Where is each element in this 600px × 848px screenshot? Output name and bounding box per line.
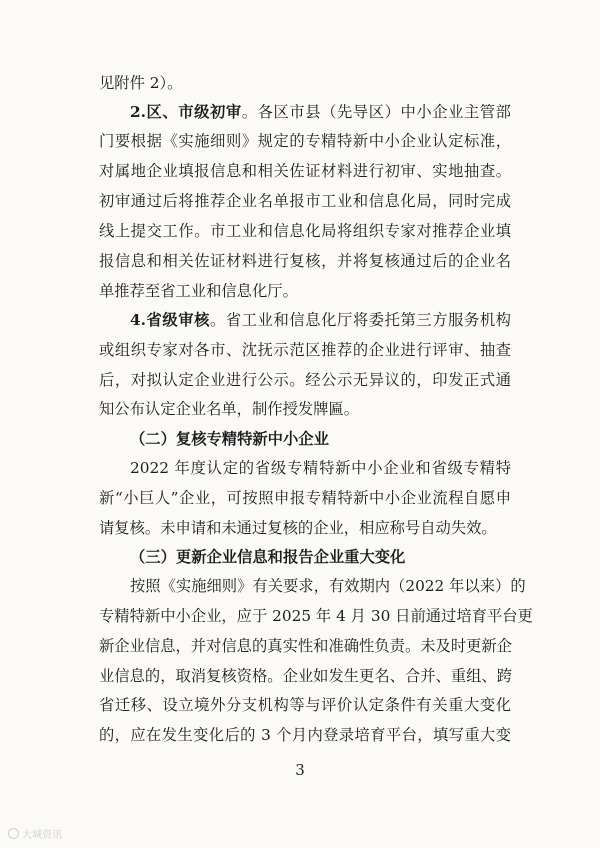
- paragraph-line: 新“小巨人”企业，可按照申报专精特新中小企业流程自愿申: [99, 489, 511, 507]
- paragraph-line: 或组织专家对各市、沈抚示范区推荐的企业进行评审、抽查: [99, 341, 511, 359]
- paragraph-line: 的，应在发生变化后的 3 个月内登录培育平台，填写重大变: [99, 726, 511, 744]
- page-number: 3: [295, 761, 305, 779]
- paragraph-line: 知公布认定企业名单，制作授发牌匾。: [99, 400, 360, 418]
- watermark-logo-icon: [8, 828, 19, 839]
- paragraph-line: 线上提交工作。市工业和信息化局将组织专家对推荐企业填: [99, 222, 511, 240]
- paragraph-line: 单推荐至省工业和信息化厅。: [99, 282, 298, 300]
- watermark: [8, 826, 62, 841]
- paragraph-line: 4.省级审核。省工业和信息化厅将委托第三方服务机构: [130, 311, 511, 329]
- paragraph-line: 业信息的，取消复核资格。企业如发生更名、合并、重组、跨: [99, 667, 513, 685]
- paragraph-line: 对属地企业填报信息和相关佐证材料进行初审、实地抽查。: [99, 162, 511, 180]
- paragraph-line: 新企业信息，并对信息的真实性和准确性负责。未及时更新企: [99, 637, 513, 655]
- paragraph-line: 初审通过后将推荐企业名单报市工业和信息化局，同时完成: [99, 192, 511, 210]
- watermark-text: 大城资讯: [22, 830, 62, 841]
- paragraph-line: 请复核。未申请和未通过复核的企业，相应称号自动失效。: [99, 519, 497, 537]
- paragraph-line: 2.区、市级初审。各区市县（先导区）中小企业主管部: [130, 103, 511, 121]
- paragraph-line: 后，对拟认定企业进行公示。经公示无异议的，印发正式通: [99, 371, 511, 389]
- paragraph-line: 见附件 2）。: [99, 74, 183, 92]
- section-heading: （二）复核专精特新中小企业: [130, 430, 329, 448]
- step-title: 2.区、市级初审: [130, 103, 242, 121]
- paragraph-line: 2022 年度认定的省级专精特新中小企业和省级专精特: [130, 459, 511, 477]
- paragraph-line: 专精特新中小企业，应于 2025 年 4 月 30 日前通过培育平台更: [99, 607, 533, 625]
- paragraph-line: 报信息和相关佐证材料进行复核，并将复核通过后的企业名: [99, 252, 511, 270]
- paragraph-line: 按照《实施细则》有关要求，有效期内（2022 年以来）的: [130, 577, 526, 595]
- section-heading: （三）更新企业信息和报告企业重大变化: [130, 548, 406, 566]
- paragraph-line: 门要根据《实施细则》规定的专精特新中小企业认定标准，: [99, 132, 511, 150]
- step-title: 4.省级审核: [130, 311, 211, 329]
- paragraph-line: 省迁移、设立境外分支机构等与评价认定条件有关重大变化: [99, 696, 511, 714]
